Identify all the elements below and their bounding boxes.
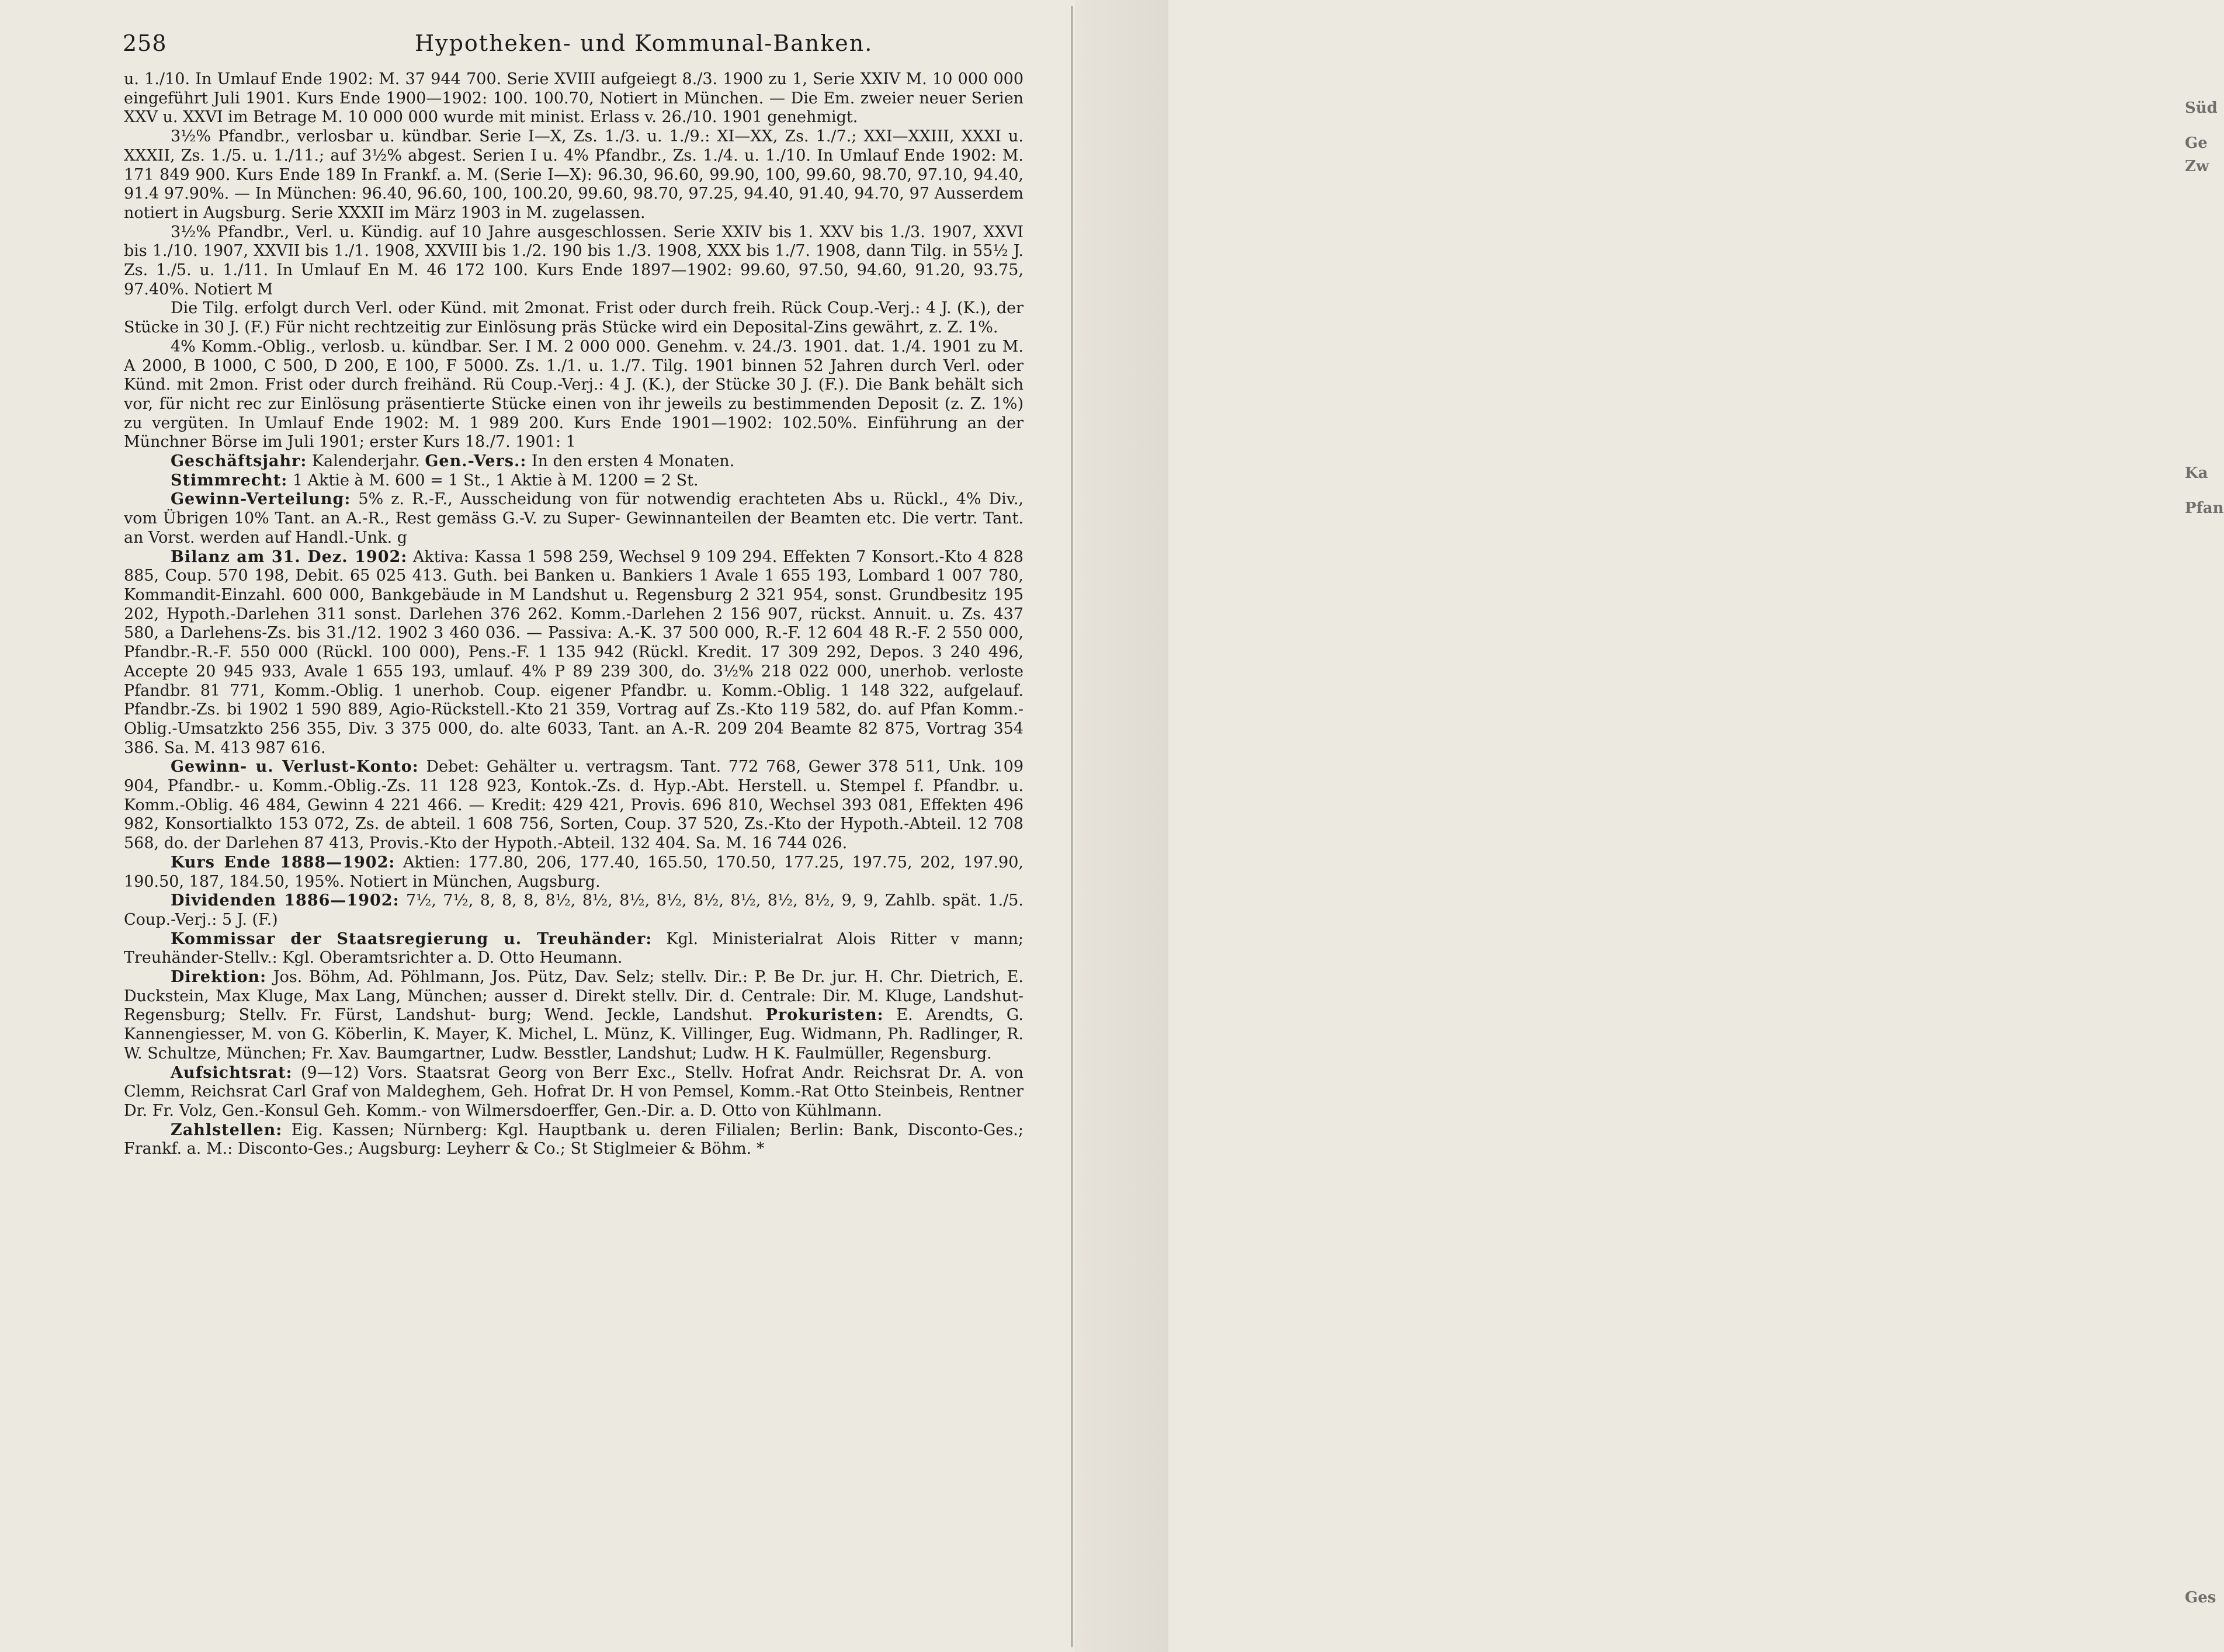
section-text: 5% z. R.-F., Ausscheidung von für notwendig erachteten Abs u. Rückl., 4% Div., vom Übrigen 10% Tant. an A.-R., Rest gemäss G.-V. zu Super- Gewinnanteilen der Beamten etc. Die vertr. Tant. an Vorst. werden auf Handl.-Unk. g xyxy=(124,490,1023,547)
page-body xyxy=(124,70,1023,1159)
section-text: Eig. Kassen; Nürnberg: Kgl. Hauptbank u. deren Filialen; Berlin: Bank, Disconto-Ges.; Frankf. a. M.: Disconto-Ges.; Augsburg: Leyherr & Co.; St Stiglmeier & Böhm. * xyxy=(124,1120,1023,1158)
margin-fragment: Ges xyxy=(2185,1589,2216,1606)
section-text: (9—12) Vors. Staatsrat Georg von Berr Exc., Stellv. Hofrat Andr. Reichsrat Dr. A. von Clemm, Reichsrat Carl Graf von Maldeghem, Geh. Hofrat Dr. H von Pemsel, Komm.-Rat Otto Steinbeis, Rentner Dr. Fr. Volz, Gen.-Konsul Geh. Komm.- von Wilmersdoerffer, Gen.-Dir. a. D. Otto von Kühlmann. xyxy=(124,1063,1023,1120)
adjacent-page-strip xyxy=(1075,0,2224,1652)
section-geschaeftsjahr xyxy=(124,452,1023,471)
section-label: Kommissar der Staatsregierung u. Treuhänder: xyxy=(171,929,653,948)
section-text: 1 Aktie à M. 600 = 1 St., 1 Aktie à M. 1200 = 2 St. xyxy=(287,471,699,490)
section-bilanz xyxy=(124,548,1023,758)
paragraph: 3½% Pfandbr., verlosbar u. kündbar. Serie I—X, Zs. 1./3. u. 1./9.: XI—XX, Zs. 1./7.; XXI—XXIII, XXXI u. XXXII, Zs. 1./5. u. 1./11.; auf 3½% abgest. Serien I u. 4% Pfandbr., Zs. 1./4. u. 1./10. In Umlauf Ende 1902: M. 171 849 900. Kurs Ende 189 In Frankf. a. M. (Serie I—X): 96.30, 96.60, 99.90, 100, 99.60, 98.70, 97.10, 94.40, 91.4 97.90%. — In München: 96.40, 96.60, 100, 100.20, 99.60, 98.70, 97.25, 94.40, 91.40, 94.70, 97 Ausserdem notiert in Augsburg. Serie XXXII im März 1903 in M. zugelassen. xyxy=(124,127,1023,222)
section-kurs xyxy=(124,853,1023,891)
section-label: Gen.-Vers.: xyxy=(425,452,527,471)
paragraph: u. 1./10. In Umlauf Ende 1902: M. 37 944 700. Serie XVIII aufgeiegt 8./3. 1900 zu 1, Serie XXIV M. 10 000 000 eingeführt Juli 1901. Kurs Ende 1900—1902: 100. 100.70, Notiert in München. — Die Em. zweier neuer Serien XXV u. XXVI im Betrage M. 10 000 000 wurde mit minist. Erlass v. 26./10. 1901 genehmigt. xyxy=(124,70,1023,127)
section-text: Debet: Gehälter u. vertragsm. Tant. 772 768, Gewer 378 511, Unk. 109 904, Pfandbr.- u. Komm.-Oblig.-Zs. 11 128 923, Kontok.-Zs. d. Hyp.-Abt. Herstell. u. Stempel f. Pfandbr. u. Komm.-Oblig. 46 484, Gewinn 4 221 466. — Kredit: 429 421, Provis. 696 810, Wechsel 393 081, Effekten 496 982, Konsortialkto 153 072, Zs. de abteil. 1 608 756, Sorten, Coup. 37 520, Zs.-Kto der Hypoth.-Abteil. 12 708 568, do. der Darlehen 87 413, Provis.-Kto der Hypoth.-Abteil. 132 404. Sa. M. 16 744 026. xyxy=(124,758,1023,853)
section-text: Kalenderjahr. xyxy=(307,452,425,471)
section-label: Gewinn-Verteilung: xyxy=(171,490,351,509)
section-text: Aktien: 177.80, 206, 177.40, 165.50, 170.50, 177.25, 197.75, 202, 197.90, 190.50, 187, 184.50, 195%. Notiert in München, Augsburg. xyxy=(124,853,1023,891)
margin-fragment: Zw xyxy=(2185,158,2209,175)
section-kommissar xyxy=(124,930,1023,968)
section-zahlstellen xyxy=(124,1121,1023,1159)
section-text: Jos. Böhm, Ad. Pöhlmann, Jos. Pütz, Dav. Selz; stellv. Dir.: P. Be Dr. jur. H. Chr. Dietrich, E. Duckstein, Max Kluge, Max Lang, München; ausser d. Direkt stellv. Dir. d. Centrale: Dir. M. Kluge, Landshut-Regensburg; Stellv. Fr. Fürst, Landshut- burg; Wend. Jeckle, Landshut. xyxy=(124,968,1023,1025)
page-gutter-line xyxy=(1071,6,1073,1647)
margin-fragment: Süd xyxy=(2185,99,2218,117)
paragraph: Die Tilg. erfolgt durch Verl. oder Künd. mit 2monat. Frist oder durch freih. Rück Coup.-Verj.: 4 J. (K.), der Stücke in 30 J. (F.) Für nicht rechtzeitig zur Einlösung präs Stücke wird ein Deposital-Zins gewährt, z. Z. 1%. xyxy=(124,299,1023,337)
section-label: Dividenden 1886—1902: xyxy=(171,891,400,910)
section-label: Gewinn- u. Verlust-Konto: xyxy=(171,758,419,776)
section-dividenden xyxy=(124,891,1023,929)
section-gewinn-verlust xyxy=(124,758,1023,853)
section-text: Kgl. Ministerialrat Alois Ritter v mann; Treuhänder-Stellv.: Kgl. Oberamtsrichter a. D. Otto Heumann. xyxy=(124,929,1023,967)
section-text: 7½, 7½, 8, 8, 8, 8½, 8½, 8½, 8½, 8½, 8½, 8½, 8½, 9, 9, Zahlb. spät. 1./5. Coup.-Verj.: 5 J. (F.) xyxy=(124,891,1023,929)
section-text: E. Arendts, G. Kannengiesser, M. von G. Köberlin, K. Mayer, K. Michel, L. Münz, K. Villinger, Eug. Widmann, Ph. Radlinger, R. W. Schultze, München; Fr. Xav. Baumgartner, Ludw. Besstler, Landshut; Ludw. H K. Faulmüller, Regensburg. xyxy=(124,1006,1023,1063)
section-direktion xyxy=(124,968,1023,1064)
paragraph: 4% Komm.-Oblig., verlosb. u. kündbar. Ser. I M. 2 000 000. Genehm. v. 24./3. 1901. dat. 1./4. 1901 zu M. A 2000, B 1000, C 500, D 200, E 100, F 5000. Zs. 1./1. u. 1./7. Tilg. 1901 binnen 52 Jahren durch Verl. oder Künd. mit 2mon. Frist oder durch freihänd. Rü Coup.-Verj.: 4 J. (K.), der Stücke 30 J. (F.). Die Bank behält sich vor, für nicht rec zur Einlösung präsentierte Stücke einen von ihr jeweils zu bestimmenden Deposit (z. Z. 1%) zu vergüten. In Umlauf Ende 1902: M. 1 989 200. Kurs Ende 1901—1902: 102.50%. Einführung an der Münchner Börse im Juli 1901; erster Kurs 18./7. 1901: 1 xyxy=(124,337,1023,452)
section-gewinn-verteilung xyxy=(124,490,1023,547)
section-label: Kurs Ende 1888—1902: xyxy=(171,853,395,872)
section-aufsichtsrat xyxy=(124,1064,1023,1121)
margin-fragment: Ka xyxy=(2185,464,2208,482)
section-text: In den ersten 4 Monaten. xyxy=(526,452,735,471)
section-label: Direktion: xyxy=(171,968,267,987)
section-label: Prokuristen: xyxy=(765,1006,884,1025)
margin-fragment: Ge xyxy=(2185,134,2208,152)
page-number: 258 xyxy=(123,30,167,56)
section-text: Aktiva: Kassa 1 598 259, Wechsel 9 109 294. Effekten 7 Konsort.-Kto 4 828 885, Coup. 570 198, Debit. 65 025 413. Guth. bei Banken u. Bankiers 1 Avale 1 655 193, Lombard 1 007 780, Kommandit-Einzahl. 600 000, Bankgebäude in M Landshut u. Regensburg 2 321 954, sonst. Grundbesitz 195 202, Hypoth.-Darlehen 311 sonst. Darlehen 376 262. Komm.-Darlehen 2 156 907, rückst. Annuit. u. Zs. 437 580, a Darlehens-Zs. bis 31./12. 1902 3 460 036. — Passiva: A.-K. 37 500 000, R.-F. 12 604 48 R.-F. 2 550 000, Pfandbr.-R.-F. 550 000 (Rückl. 100 000), Pens.-F. 1 135 942 (Rückl. Kredit. 17 309 292, Depos. 3 240 496, Accepte 20 945 933, Avale 1 655 193, umlauf. 4% P 89 239 300, do. 3½% 218 022 000, unerhob. verloste Pfandbr. 81 771, Komm.-Oblig. 1 unerhob. Coup. eigener Pfandbr. u. Komm.-Oblig. 1 148 322, aufgelauf. Pfandbr.-Zs. bi 1902 1 590 889, Agio-Rückstell.-Kto 21 359, Vortrag auf Zs.-Kto 119 582, do. auf Pfan Komm.-Oblig.-Umsatzkto 256 355, Div. 3 375 000, do. alte 6033, Tant. an A.-R. 209 204 Beamte 82 875, Vortrag 354 386. Sa. M. 413 987 616. xyxy=(124,547,1023,757)
section-stimmrecht xyxy=(124,471,1023,491)
section-label: Geschäftsjahr: xyxy=(171,452,307,471)
section-label: Bilanz am 31. Dez. 1902: xyxy=(171,547,408,566)
section-label: Stimmrecht: xyxy=(171,471,288,490)
section-label: Aufsichtsrat: xyxy=(171,1063,293,1082)
paragraph: 3½% Pfandbr., Verl. u. Kündig. auf 10 Jahre ausgeschlossen. Serie XXIV bis 1. XXV bis 1./3. 1907, XXVI bis 1./10. 1907, XXVII bis 1./1. 1908, XXVIII bis 1./2. 190 bis 1./3. 1908, XXX bis 1./7. 1908, dann Tilg. in 55½ J. Zs. 1./5. u. 1./11. In Umlauf En M. 46 172 100. Kurs Ende 1897—1902: 99.60, 97.50, 94.60, 91.20, 93.75, 97.40%. Notiert M xyxy=(124,223,1023,299)
running-title: Hypotheken- und Kommunal-Banken. xyxy=(415,30,873,56)
section-label: Zahlstellen: xyxy=(171,1120,283,1139)
margin-fragment: Pfan xyxy=(2185,499,2224,517)
